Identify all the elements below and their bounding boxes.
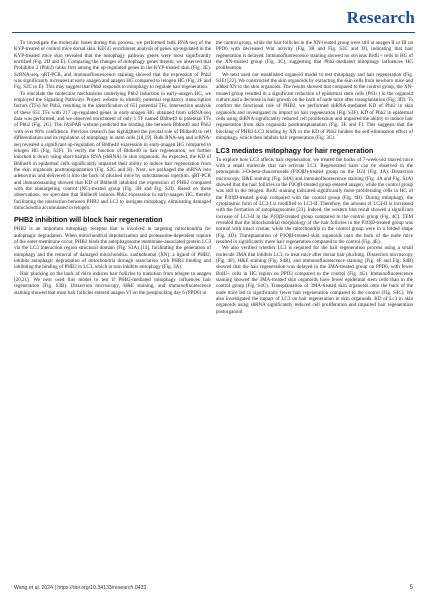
paragraph: We next used our established organoid model to test mitophagy and hair regeneration (Fig. S3E) [22]. We constructed the skin organoids by extracting the skin cells from newborn mice and added XN to the skin organoids. The results showed that compared to the control group, the XN-treated group resulted in a significant reduction of epidermal stem cells (P63+) in the organoid culture and a decrease in hair growth on the back of nude mice after transplantation (Fig. 3D). To confirm the functional role of PHB2, we performed shRNA-mediated KD of Phb2 in skin organoids and investigated its impact on hair regeneration (Fig. S3F). KD of Phb2 in epidermal cells using shRNA significantly reduced cell proliferation and impaired the ability to induce hair regeneration from skin organoids posttransplantation (Fig. 3E and F). This suggests that the blocking of PHB2-LC3 binding by XN or the KD of Phb2 hinders the self-elimination effect of mitophagy, which then inhibits hair regeneration (Fig. 3G). (216, 71, 413, 142)
header-divider (12, 32, 415, 33)
left-column (14, 40, 211, 296)
section-heading: LC3 mediates mitophagy for hair regeneration (216, 145, 374, 155)
page-footer (14, 585, 413, 595)
paragraph: To explore how LC3 affects hair regeneration, we treated the backs of 7-week-old shaved mice with a small molecule that can activate LC3. Regenerated hairs can be observed in the pennogenin 3-O-beta-chacotrioside (P3OβJ)-treated group on the D24 (Fig. 4A). Dissection microscopy, H&E staining (Fig. S4A) and immunofluorescence staining (Fig. 4A and Fig. S4A) showed that the hair follicles in the P3OβJ-treated group entered anagen, while the control group was still in the telogen. BrdU staining indicated significantly more proliferating cells in HG of the P3OβJ-treated group compared with the control group (Fig. 4B). During mitophagy, the cytoplasmic form of LC3-I is modified to LC3-II. Therefore, the amount of LC3-II is increased with the formation of autophagosomes [23]. Indeed, the western blot result showed a significant increase of LC3-II in the P3OβJ-treated group compared to the control group (Fig. 4C). TEM revealed that the mitochondrial morphology of the hair follicles in the P3OβJ-treated group was normal with intact cristae, while the mitochondria in the control group were in a folded shape (Fig. 4D). Transplantation of P3OβJ-treated skin organoids onto the back of the nude mice resulted in significantly more hair regeneration compared to the control (Fig. 4E). (216, 156, 413, 245)
paragraph: To elucidate the molecular mechanisms underlying Phb2 induction in early-anagen HG, we employed the Signaling Pathways Project website to identify potential regulatory transcription factors (TFs) for Phb2, resulting in the identification of 651 potential TFs. Intersection analysis of these 651 TFs with 217 up-regulated genes in early-anagen HG obtained from scRNA-seq data was performed, and we observed enrichment of only 1 TF named Bhlhe40 in potential TFs of Phb2 (Fig. 2G). The JASPAR website predicted the binding site between Bhlhe40 and Phb2 with over 80% confidence. Previous research has highlighted the pivotal role of Bhlhe40 in cell differentiation and its regulation of mitophagy in stem cells [18,19]. Bulk RNA-seq and scRNA-seq revealed a significant up-regulation of Bhlhe40 expression in early-anagen HG compared to telogen HG (Fig. S2F). To verify the function of Bhlhe40 in hair regeneration, we further knocked it down using short-hairpin RNA (shRNA) in skin organoids. As expected, the KD of Bhlhe40 in epidermal cells significantly impaired their ability to induce hair regeneration from the skin organoids posttransplantation (Fig. S2G and H). Next, we packaged the shRNA into adenovirus and delivered it into the back of plucked mice by subcutaneous injection. qRT-PCR and immunostaining showed that KD of Bhlhe40 inhibited the expression of PHB2 compared with the nontargeting control (NC)-treated group (Fig. 2H and Fig. S2I). Based on these observations, we speculate that Bhlhe40 induces Phb2 expression in early-anagen HG, thereby facilitating the interaction between PHB2 and LC3 to instigate mitophagy, eliminating damaged mitochondria accumulated in telogen. (14, 90, 211, 211)
paragraph: We also verified whether LC3 is required for the hair regeneration process using a small molecule 3MA that inhibits LC3, to treat mice after dorsal hair plucking. Dissection microscopy (Fig. 4F), H&E staining (Fig. S4B), and immunofluorescence staining (Fig. 4F and Fig. S4B) showed that the hair regeneration was delayed in the 3MA-treated group on PPD6, with fewer BrdU+ cells in HG region on PPD3 compared to the control (Fig. 4G). Immunofluorescence staining showed the 3MA-treated skin organoids have fewer epidermal stem cells than in the control group (Fig. S4C). Transplantation of 3MA-treated skin organoids onto the back of the nude mice led to significantly fewer hair regeneration compared to the control (Fig. S4C). We also investigated the impact of LC3 on hair regeneration in skin organoids. KD of Lc3 in skin organoids using shRNA significantly reduced cell proliferation and impaired hair regeneration postorganoid (216, 245, 413, 315)
paragraph: the control group, while the hair follicles in the XN-treated group were still at anagen II or III on PPD6 with decreased Wnt activity (Fig. 3B and Fig. S3C and D), indicating that hair regeneration is delayed. Immunofluorescence staining showed no obvious BrdU+ cells in HG of the XN-treated group (Fig. 3C), suggesting that Phb2-mediated mitophagy influences HG proliferation. (216, 40, 413, 72)
right-column (216, 40, 413, 315)
paragraph: PHB2 is an important mitophagy receptor that is involved in targeting mitochondria for autophagic degradation. When mitochondrial depolarization and proteasome-dependent rupture of the outer membrane occur, PHB2 binds the autophagosome membrane-associated protein LC3 via the LC3 interaction region structural domain (Fig. S3A) [14], facilitating the generation of mitophagy and the removal of damaged mitochondria. xanthohumol (XN), a ligand of PHB2, inhibits autophagic degradation of mitochondria through association with PHB2 binding and inhibiting the binding of PHB2 to LC3, which in turn inhibits mitophagy (Fig. 3A). (14, 226, 211, 271)
page-number: 5 (409, 585, 413, 591)
paragraph: Hair plucking on the back of mice induces hair follicles to transition from telogen to anagen [20,21]. We next used this model to test if PHB2-mediated mitophagy influences hair regeneration (Fig. S3B). Dissection microscopy, H&E staining, and immunofluorescence staining showed that most hair follicles entered anagen VI on the postplucking day 6 (PPD6) in (14, 270, 211, 296)
section-heading: PHB2 inhibition will block hair regeneration (14, 215, 163, 225)
citation[interactable]: Wang et al. 2024 | https://doi.org/10.34133/research.0433 (14, 585, 147, 591)
journal-title: Research (346, 8, 415, 27)
paragraph: To investigate the molecular bases during this process, we performed bulk RNA-seq of the KYP-treated or control mice dorsal skin. KEGG enrichment analysis of genes up-regulated in the KYP-treated mice skin revealed that the mitophagy pathway genes were most significantly enriched (Fig. 2D and E). Comparing the changes of mitophagy genes therein, we observed that Prohibitin 2 (Phb2) ranks first among the up-regulated genes in the KYP-treated skin (Fig. 2E). ScRNA-seq, qRT-PCR, and immunofluorescence staining showed that the expression of Phb2 was significantly increased at early anagen and anagen HG compared to telogen HG (Fig. 2F and Fig. S2C to E). This may suggest that Phb2 responds to mitophagy to regulate hair regeneration. (14, 40, 211, 91)
page-header (0, 0, 427, 30)
